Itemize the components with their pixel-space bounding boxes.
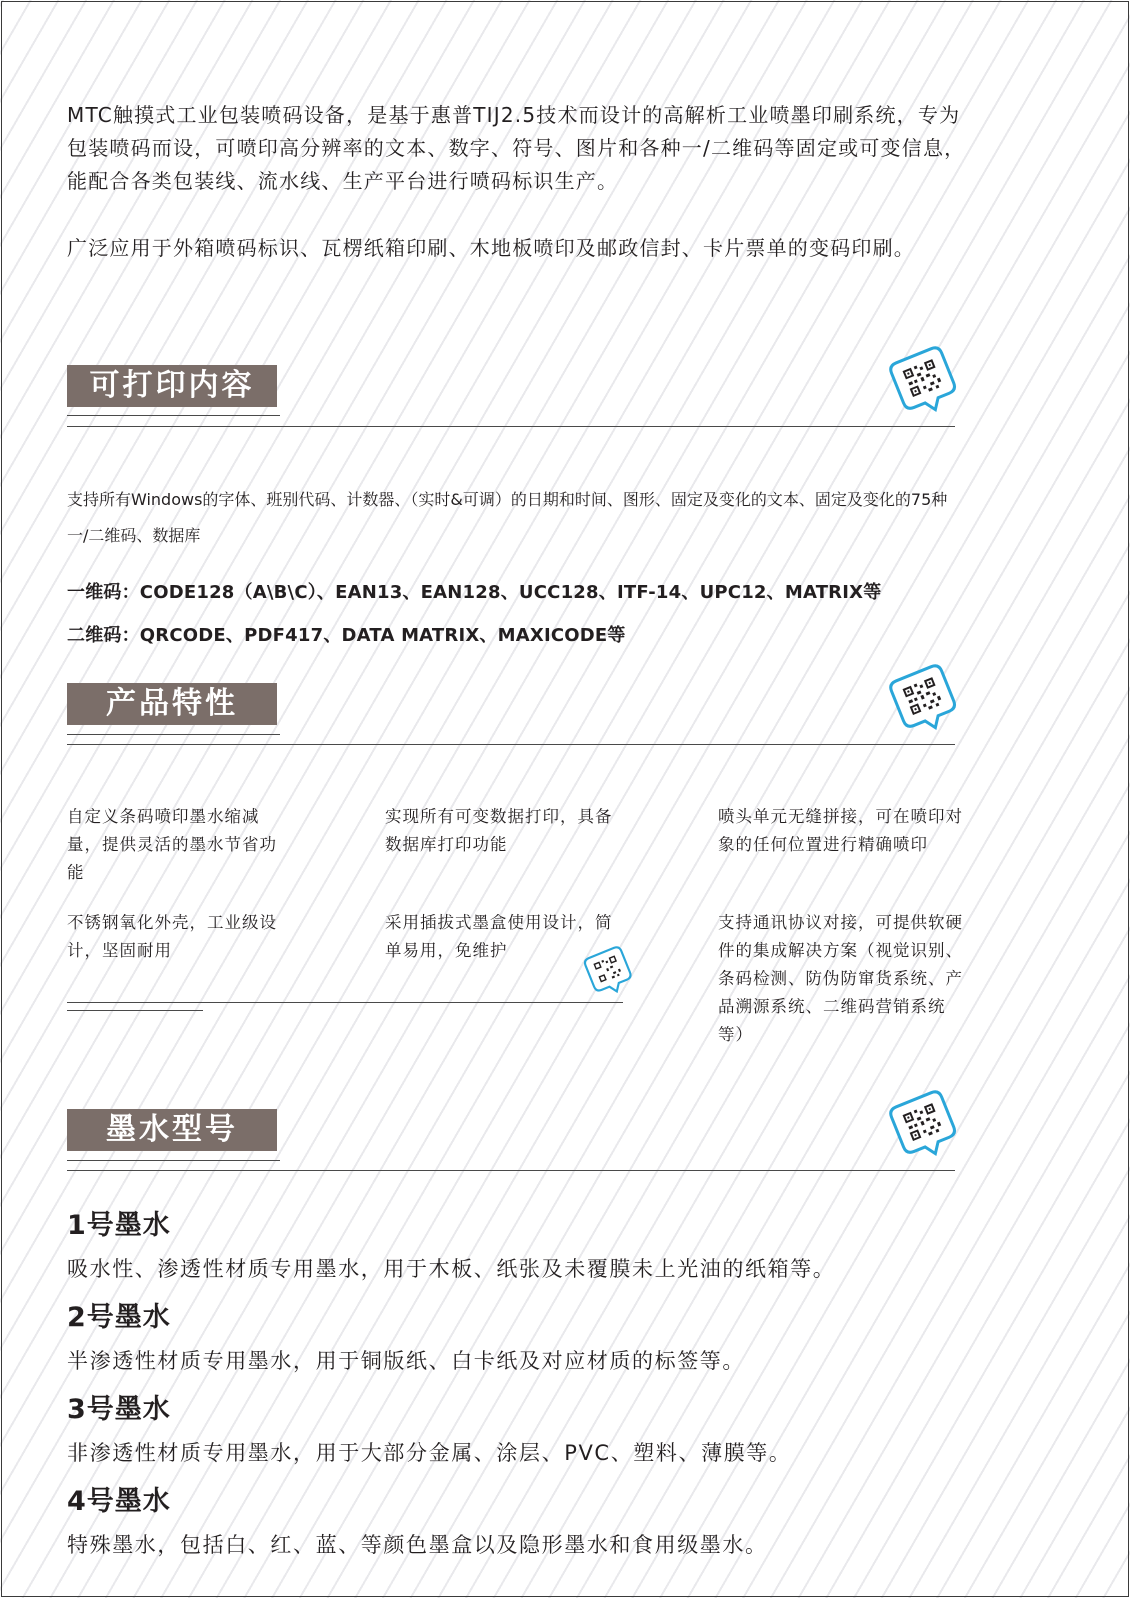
section-rule [67, 1170, 955, 1171]
feature-item: 支持通讯协议对接，可提供软硬件的集成解决方案（视觉识别、条码检测、防伪防窜货系统、产品溯源系统、二维码营销系统等） [718, 913, 963, 1044]
section-rule [67, 744, 955, 745]
ink-model-description: 半渗透性材质专用墨水，用于铜版纸、白卡纸及对应材质的标签等。 [67, 1349, 745, 1373]
ink-model-title: 1号墨水 [67, 1210, 171, 1241]
ink-model-title: 2号墨水 [67, 1302, 171, 1333]
qr-code-bubble-icon [888, 346, 958, 416]
title-underline [67, 415, 280, 416]
ink-model-description: 特殊墨水，包括白、红、蓝、等颜色墨盒以及隐形墨水和食用级墨水。 [67, 1533, 768, 1557]
section-rule [67, 426, 955, 427]
title-underline [67, 1160, 280, 1161]
title-underline [67, 734, 280, 735]
qr-code-bubble-icon [583, 946, 633, 996]
ink-model-title: 4号墨水 [67, 1486, 171, 1517]
qr-code-bubble-icon [888, 1090, 958, 1160]
feature-item: 采用插拔式墨盒使用设计，简单易用，免维护 [385, 913, 613, 960]
section-title-ink: 墨水型号 [67, 1109, 277, 1151]
features-rule-short [67, 1010, 203, 1011]
ink-model-description: 非渗透性材质专用墨水，用于大部分金属、涂层、PVC、塑料、薄膜等。 [67, 1441, 792, 1465]
feature-item: 实现所有可变数据打印，具备数据库打印功能 [385, 807, 613, 854]
qr-code-bubble-icon [888, 664, 958, 734]
section-title-printable: 可打印内容 [67, 365, 277, 407]
feature-item: 喷头单元无缝拼接，可在喷印对象的任何位置进行精确喷印 [718, 807, 963, 854]
ink-model-description: 吸水性、渗透性材质专用墨水，用于木板、纸张及未覆膜未上光油的纸箱等。 [67, 1257, 836, 1281]
feature-item: 自定义条码喷印墨水缩减量，提供灵活的墨水节省功能 [67, 807, 277, 882]
printable-description: 支持所有Windows的字体、班别代码、计数器、（实时&可调）的日期和时间、图形、固定及变化的文本、固定及变化的75种一/二维码、数据库 [67, 490, 948, 545]
intro-paragraph-1: MTC触摸式工业包装喷码设备，是基于惠普TIJ2.5技术而设计的高解析工业喷墨印刷系统，专为包装喷码而设，可喷印高分辨率的文本、数字、符号、图片和各种一/二维码等固定或可变信息，能配合各类包装线、流水线、生产平台进行喷码标识生产。 [67, 103, 966, 193]
barcode-1d-list: 一维码：CODE128（A\B\C）、EAN13、EAN128、UCC128、ITF-14、UPC12、MATRIX等 [67, 582, 882, 603]
section-title-features: 产品特性 [67, 683, 277, 725]
feature-item: 不锈钢氧化外壳，工业级设计，坚固耐用 [67, 913, 277, 960]
ink-model-title: 3号墨水 [67, 1394, 171, 1425]
barcode-2d-list: 二维码：QRCODE、PDF417、DATA MATRIX、MAXICODE等 [67, 625, 626, 646]
intro-paragraph-2: 广泛应用于外箱喷码标识、瓦楞纸箱印刷、木地板喷印及邮政信封、卡片票单的变码印刷。 [67, 236, 915, 260]
features-rule [67, 1002, 623, 1003]
